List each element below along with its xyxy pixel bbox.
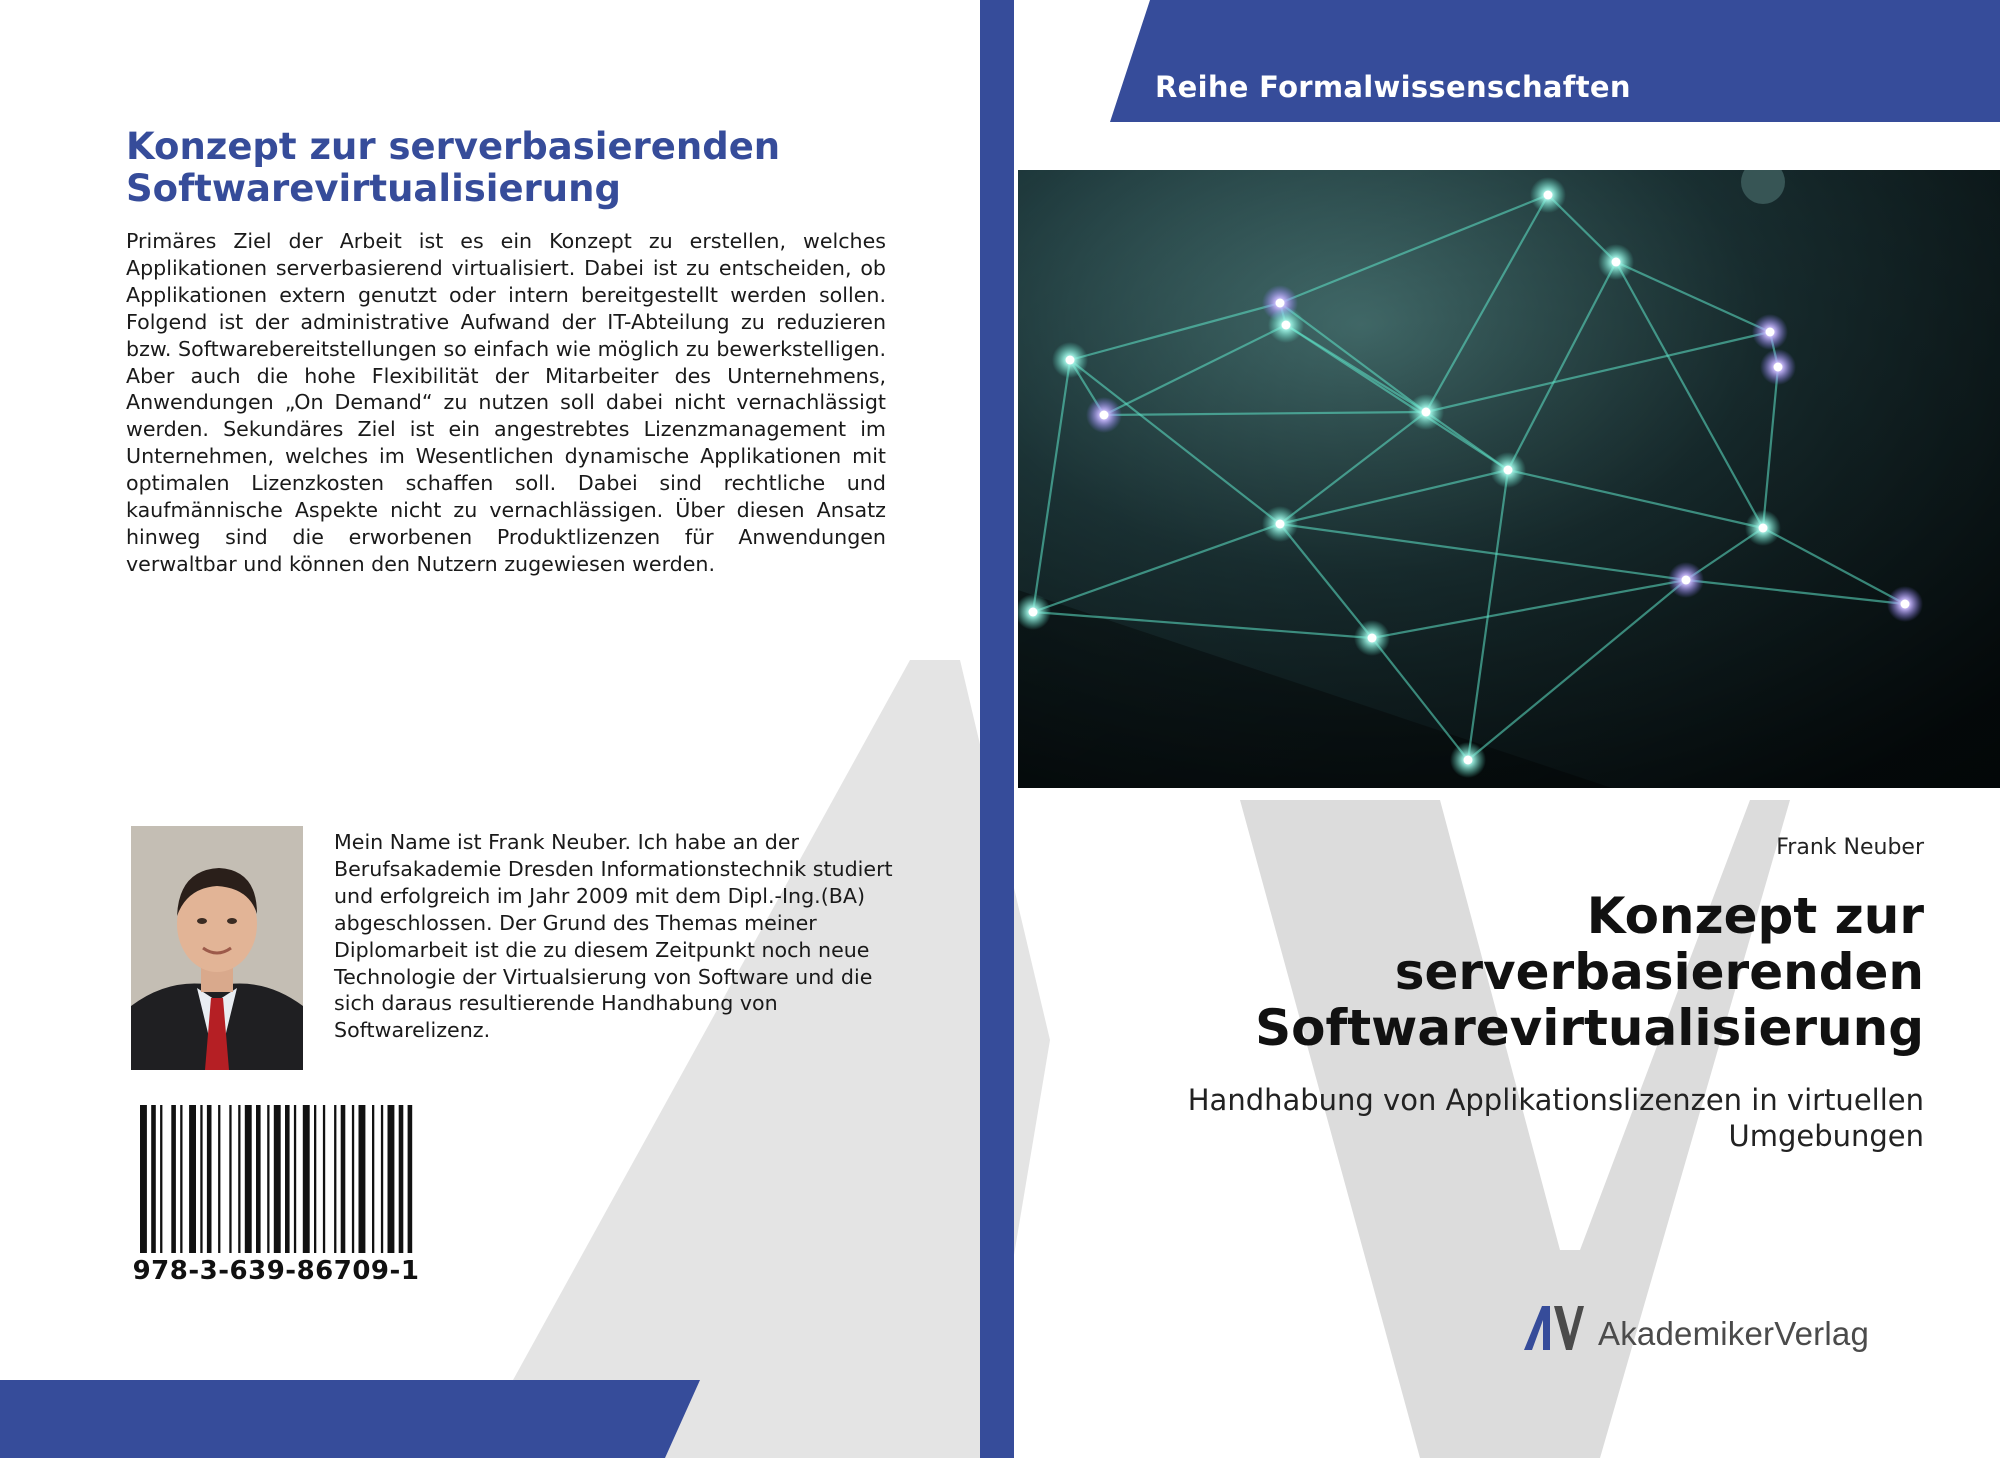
publisher-av-icon <box>1524 1306 1584 1350</box>
author-photo <box>131 826 303 1070</box>
back-cover-title: Konzept zur serverbasierenden Softwarevirtualisierung <box>126 125 781 210</box>
front-cover-subtitle: Handhabung von Applikationslizenzen in virtuellen Umgebungen <box>1187 1083 1924 1153</box>
publisher-name <box>1598 1315 1869 1353</box>
author-bio: Mein Name ist Frank Neuber. Ich habe an der Berufsakademie Dresden Informationstechnik studiert und erfolgreich im Jahr 2009 mit dem Dipl.-Ing.(BA) abgeschlossen. Der Grund des Themas meiner Diplomarbeit ist die zu diesem Zeitpunkt noch neue Technologie der Virtualsierung von Software und die sich daraus resultierende Handhabung von Softwarelizenz. <box>334 830 893 1043</box>
front-cover-title: Konzept zur serverbasierenden Softwarevirtualisierung <box>1255 887 1924 1057</box>
front-author-name: Frank Neuber <box>1776 835 1924 860</box>
series-name: Reihe Formalwissenschaften <box>1155 70 1631 104</box>
isbn-barcode <box>140 1105 418 1253</box>
isbn-number: 978-3-639-86709-1 <box>132 1256 420 1286</box>
back-cover-blurb: Primäres Ziel der Arbeit ist es ein Konzept zu erstellen, welches Applikationen serverbasierend virtualisiert. Dabei ist zu entscheiden, ob Applikationen extern genutzt oder intern bereitgestellt werden sollen. Folgend ist der administrative Aufwand der IT-Abteilung zu reduzieren bzw. Softwarebereitstellungen so einfach wie möglich zu bewerkstelligen. Aber auch die hohe Flexibilität der Mitarbeiter des Unternehmens, Anwendungen „On Demand“ zu nutzen soll dabei nicht vernachlässigt werden. Sekundäres Ziel ist ein angestrebtes Lizenzmanagement im Unternehmen, welches im Wesentlichen dynamische Applikationen mit optimalen Lizenzkosten schaffen soll. Dabei sind rechtliche und kaufmännische Aspekte nicht zu vernachlässigen. Über diesen Ansatz hinweg sind die erworbenen Produktlizenzen für Anwendungen verwaltbar und können den Nutzern zugewiesen werden. <box>126 229 886 576</box>
publisher-name-part2: Verlag <box>1774 1315 1870 1352</box>
network-cover-image <box>1018 170 2000 788</box>
publisher-name-part1: Akademiker <box>1598 1315 1775 1352</box>
